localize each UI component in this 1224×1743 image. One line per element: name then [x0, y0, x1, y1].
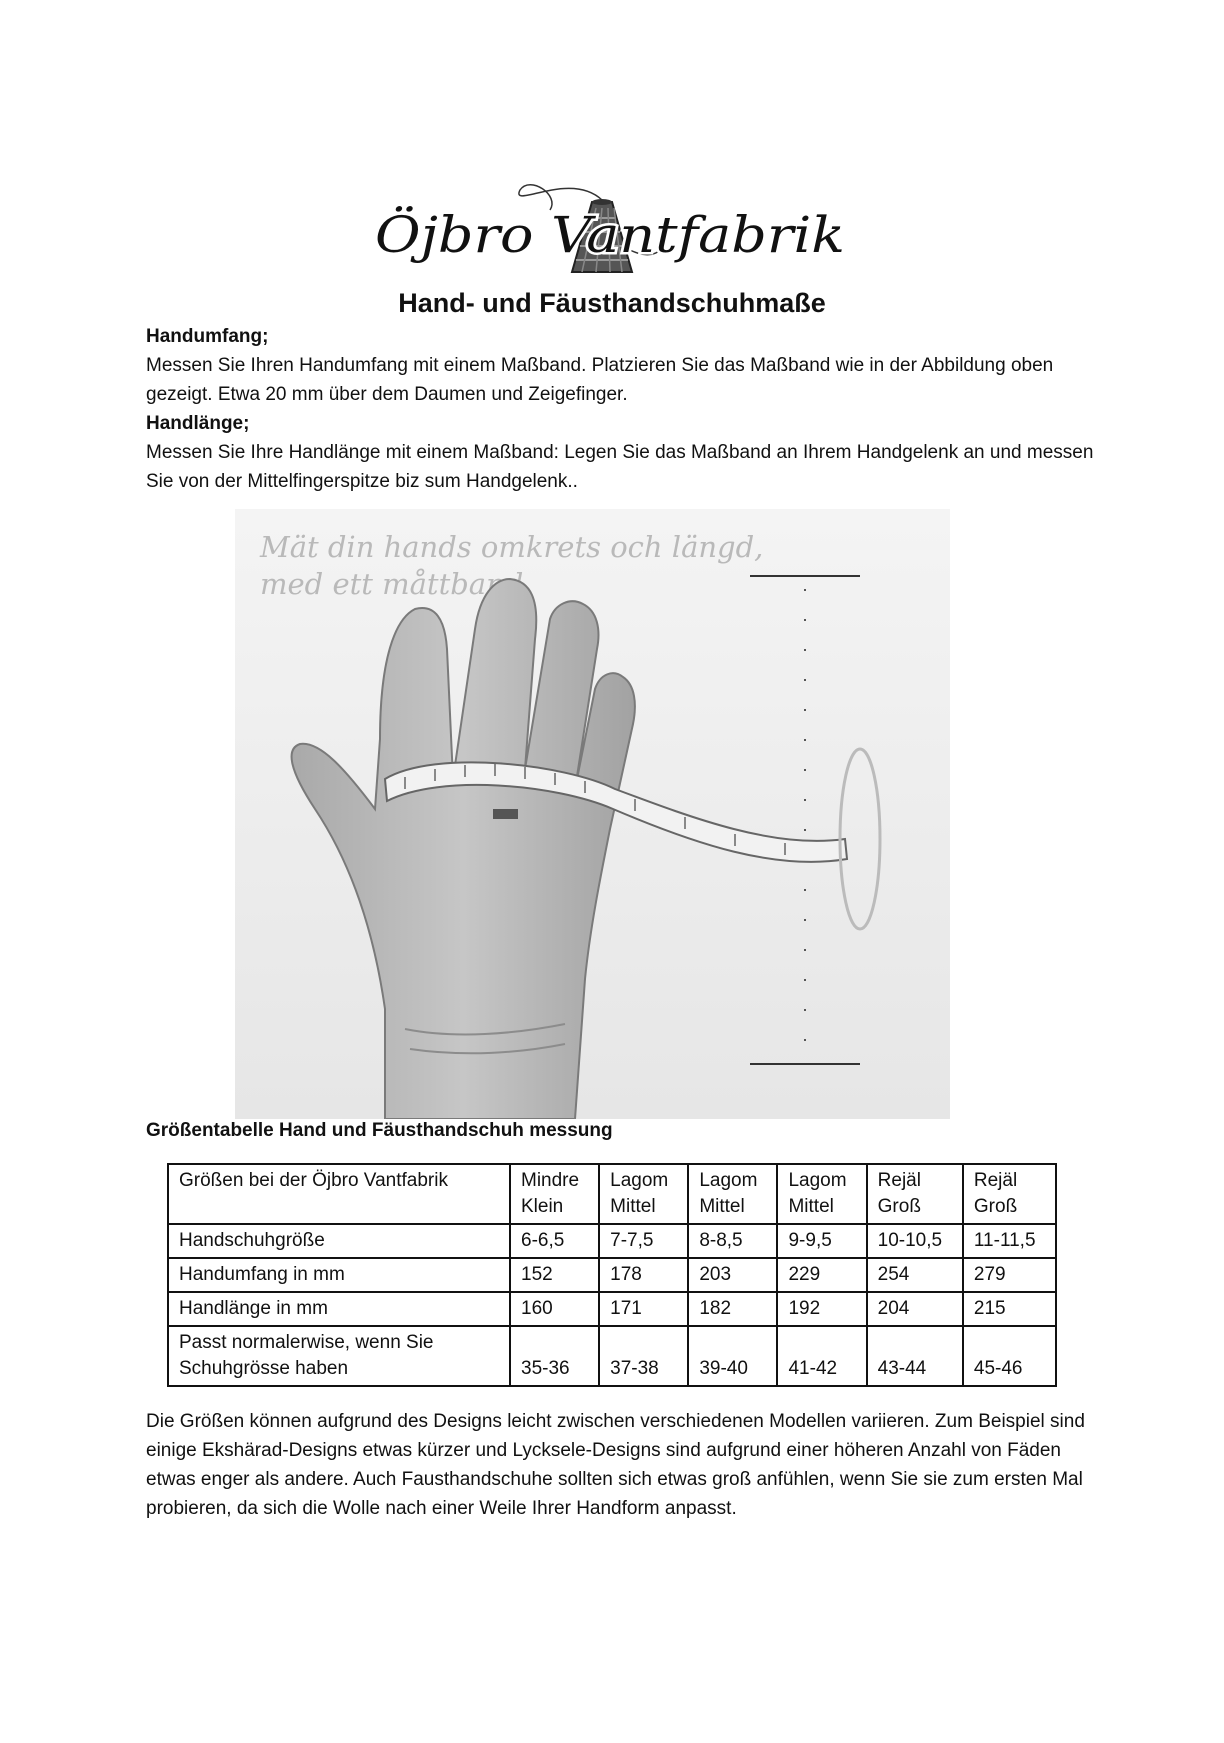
section-heading: Handumfang; — [146, 326, 269, 347]
table-cell: 43-44 — [867, 1326, 963, 1386]
section-heading: Handlänge; — [146, 413, 250, 434]
table-cell: 203 — [688, 1258, 777, 1292]
table-cell: 152 — [510, 1258, 599, 1292]
table-row-shoe-size — [168, 1326, 1056, 1386]
size-header-cell — [777, 1164, 866, 1224]
size-name: Mindre — [521, 1170, 580, 1191]
size-header-cell — [599, 1164, 688, 1224]
table-cell: 279 — [963, 1258, 1056, 1292]
row-label: Handumfang in mm — [168, 1258, 510, 1292]
table-cell: 11-11,5 — [963, 1224, 1056, 1258]
table-cell: 37-38 — [599, 1326, 688, 1386]
table-cell: 10-10,5 — [867, 1224, 963, 1258]
table-header-label: Größen bei der Öjbro Vantfabrik — [168, 1164, 510, 1224]
page-title: Hand- und Fäusthandschuhmaße — [398, 288, 826, 318]
photo-caption-line-2: med ett måttband, — [260, 567, 533, 601]
section-text: Messen Sie Ihren Handumfang mit einem Maßband. Platzieren Sie das Maßband wie in der Abbildung oben gezeigt. Etwa 20 mm über dem Daumen und Zeigefinger. — [146, 355, 1054, 405]
size-name: Lagom — [699, 1170, 758, 1191]
instructions-block — [146, 322, 1106, 496]
size-name: Lagom — [610, 1170, 669, 1191]
size-table — [167, 1163, 1057, 1387]
size-name: Rejäl — [973, 1170, 1018, 1191]
table-cell: 229 — [777, 1258, 866, 1292]
size-header-cell — [510, 1164, 599, 1224]
table-row — [168, 1258, 1056, 1292]
table-cell: 45-46 — [963, 1326, 1056, 1386]
table-cell: 9-9,5 — [777, 1224, 866, 1258]
row-label: Handlänge in mm — [168, 1292, 510, 1326]
row-label: Handschuhgröße — [168, 1224, 510, 1258]
logo-graphic — [360, 180, 860, 285]
size-name: Mittel — [788, 1196, 834, 1217]
logo-text: Öjbro Vantfabrik — [375, 206, 798, 264]
size-header-cell — [688, 1164, 777, 1224]
size-name: Rejäl — [877, 1170, 921, 1191]
hand-measurement-photo — [235, 509, 950, 1119]
photo-caption-line-1: Mät din hands omkrets och längd, — [260, 530, 764, 564]
photo-illustration — [235, 509, 950, 1119]
table-cell: 160 — [510, 1292, 599, 1326]
table-title: Größentabelle Hand und Fäusthandschuh messung — [146, 1120, 613, 1141]
table-cell: 41-42 — [777, 1326, 866, 1386]
table-cell: 215 — [963, 1292, 1056, 1326]
row-label — [168, 1326, 510, 1386]
size-header-cell — [963, 1164, 1056, 1224]
table-cell: 8-8,5 — [688, 1224, 777, 1258]
size-name: Klein — [521, 1196, 564, 1217]
table-cell: 7-7,5 — [599, 1224, 688, 1258]
table-cell: 171 — [599, 1292, 688, 1326]
table-cell: 35-36 — [510, 1326, 599, 1386]
footer-note: Die Größen können aufgrund des Designs leicht zwischen verschiedenen Modellen variieren. Zum Beispiel sind einige Ekshärad-Designs etwas kürzer und Lycksele-Designs sind aufgrund einer höheren Anzahl von Fäden etwas enger als andere. Auch Fausthandschuhe sollten sich etwas groß anfühlen, wenn Sie sie zum ersten Mal probieren, da sich die Wolle nach einer Weile Ihrer Handform anpasst. — [146, 1411, 1085, 1519]
size-name: Mittel — [610, 1196, 656, 1217]
size-header-cell — [867, 1164, 963, 1224]
table-cell: 6-6,5 — [510, 1224, 599, 1258]
size-name: Groß — [973, 1196, 1018, 1217]
table-cell: 254 — [867, 1258, 963, 1292]
size-name: Lagom — [788, 1170, 847, 1191]
row-label-line: Passt normalerwise, wenn Sie — [179, 1332, 434, 1353]
table-cell: 192 — [777, 1292, 866, 1326]
table-row — [168, 1292, 1056, 1326]
table-cell: 39-40 — [688, 1326, 777, 1386]
table-cell: 204 — [867, 1292, 963, 1326]
table-cell: 182 — [688, 1292, 777, 1326]
size-name: Mittel — [699, 1196, 745, 1217]
table-row — [168, 1224, 1056, 1258]
section-text: Messen Sie Ihre Handlänge mit einem Maßband: Legen Sie das Maßband an Ihrem Handgelenk an und messen Sie von der Mittelfingerspitze biz sum Handgelenk.. — [146, 442, 1094, 492]
table-header-row — [168, 1164, 1056, 1224]
table-cell: 178 — [599, 1258, 688, 1292]
row-label-line: Schuhgrösse haben — [179, 1358, 349, 1379]
brand-logo — [360, 180, 860, 285]
size-name: Groß — [877, 1196, 921, 1217]
